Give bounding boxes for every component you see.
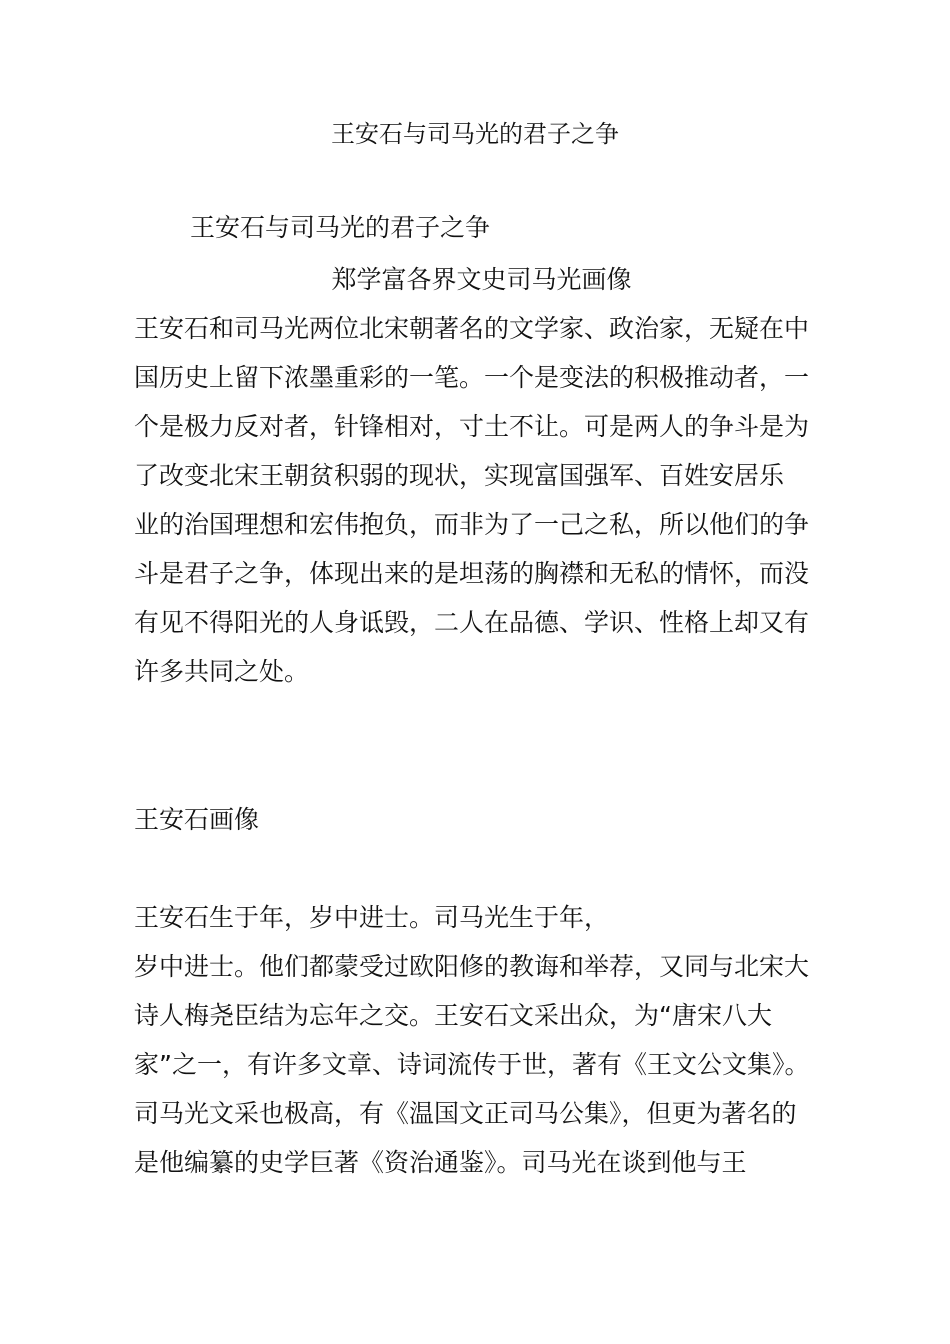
paragraph-line: 王安石生于年，岁中进士。司马光生于年， — [134, 903, 610, 932]
paragraph-line: 是他编纂的史学巨著《资治通鉴》。司马光在谈到他与王 — [134, 1148, 747, 1177]
paragraph-line: 家”之一，有许多文章、诗词流传于世，著有《王文公文集》。 — [134, 1050, 810, 1079]
image-caption: 王安石画像 — [134, 805, 260, 834]
paragraph-line: 国历史上留下浓墨重彩的一笔。一个是变法的积极推动者，一 — [134, 363, 810, 392]
paragraph-line: 有见不得阳光的人身诋毁，二人在品德、学识、性格上却又有 — [134, 608, 810, 637]
paragraph-line: 司马光文采也极高，有《温国文正司马公集》，但更为著名的 — [134, 1099, 797, 1128]
paragraph-line: 了改变北宋王朝贫积弱的现状，实现富国强军、百姓安居乐 — [134, 461, 785, 490]
paragraph-line: 岁中进士。他们都蒙受过欧阳修的教诲和举荐，又同与北宋大 — [134, 952, 810, 981]
paragraph-line: 诗人梅尧臣结为忘年之交。王安石文采出众，为“唐宋八大 — [134, 1001, 772, 1030]
paragraph-line: 业的治国理想和宏伟抱负，而非为了一己之私，所以他们的争 — [134, 510, 810, 539]
author-byline: 郑学富各界文史司马光画像 — [331, 265, 632, 294]
article-heading: 王安石与司马光的君子之争 — [190, 213, 491, 242]
paragraph-line: 王安石和司马光两位北宋朝著名的文学家、政治家，无疑在中 — [134, 314, 810, 343]
paragraph-line: 斗是君子之争，体现出来的是坦荡的胸襟和无私的情怀，而没 — [134, 559, 810, 588]
paragraph-line: 个是极力反对者，针锋相对，寸土不让。可是两人的争斗是为 — [134, 412, 810, 441]
document-title: 王安石与司马光的君子之争 — [331, 120, 619, 148]
paragraph-line: 许多共同之处。 — [134, 657, 310, 686]
